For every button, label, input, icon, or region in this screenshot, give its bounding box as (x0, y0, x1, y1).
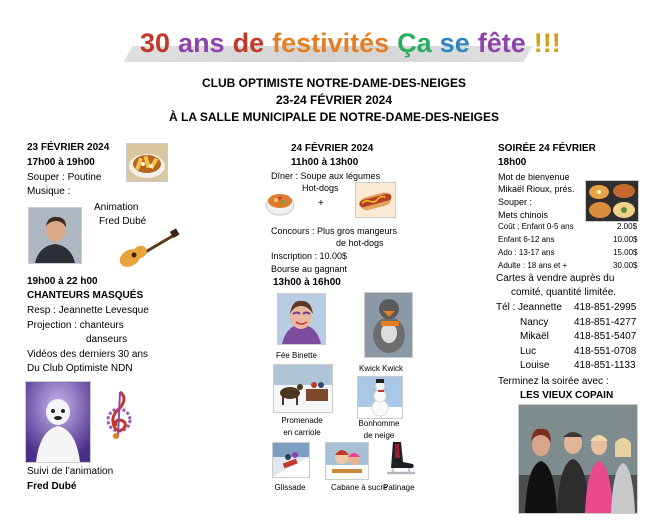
phone-number: 418-551-0708 (574, 345, 637, 357)
phone-number: 418-851-2995 (574, 302, 637, 313)
cost-value: 2.00$ (617, 222, 638, 231)
dinner-line: Dîner : Soupe aux légumes (271, 171, 381, 181)
promenade-label2: en carriole (283, 428, 321, 437)
animator-name: Fred Dubé (99, 216, 147, 227)
title-word: Ça (397, 28, 432, 58)
soup-image (264, 183, 296, 219)
phone-contact-name: Jeannette (518, 302, 562, 313)
cards-line1: Cartes à vendre auprès du (496, 273, 615, 284)
evening-title: SOIRÉE 24 FÉVRIER (498, 143, 596, 154)
follow-line: Suivi de l’animation (27, 466, 114, 477)
fred-dube-photo (28, 207, 82, 264)
sugar-shack-photo (325, 442, 369, 480)
snowman-label1: Bonhomme (358, 419, 400, 428)
treble-clef-icon (102, 388, 136, 440)
evening-supper: Souper : (498, 197, 533, 207)
title-word: se (439, 28, 470, 58)
inscription-line: Inscription : 10.00$ (271, 251, 348, 261)
patinage-label: Patinage (383, 483, 415, 492)
videos-line: Vidéos des derniers 30 ans (27, 349, 149, 360)
menu-line: Mets chinois (498, 210, 549, 220)
day1-time1: 17h00 à 19h00 (27, 157, 95, 168)
fee-binette-label: Fée Binette (276, 351, 317, 360)
kwick-kwick-label: Kwick Kwick (359, 364, 404, 373)
masked-singer-image (25, 381, 91, 463)
cabane-label: Cabane à sucre (331, 483, 388, 492)
fee-binette-photo (277, 293, 326, 345)
band-photo (518, 404, 638, 514)
snowman-photo (357, 376, 403, 419)
phone-contact-name: Mikaël (520, 331, 549, 342)
glissade-label: Glissade (274, 483, 306, 492)
phone-number: 418-851-1133 (574, 360, 636, 371)
resp-line: Resp : Jeannette Levesque (27, 305, 149, 316)
poutine-image (126, 143, 168, 182)
child-value: 10.00$ (613, 235, 638, 244)
teen-line: Ado : 13-17 ans (498, 248, 555, 257)
page-title (140, 28, 569, 59)
plus-sign: + (318, 198, 324, 209)
animation-label: Animation (94, 202, 139, 213)
phone-number: 418-851-5407 (574, 331, 637, 342)
title-word: fête (477, 28, 526, 58)
skate-icon (383, 438, 419, 478)
day1-music: Musique : (27, 186, 71, 197)
header-club: CLUB OPTIMISTE NOTRE-DAME-DES-NEIGES (201, 76, 466, 90)
contest-line1: Concours : Plus gros mangeurs (271, 226, 398, 236)
welcome-line: Mot de bienvenue (498, 172, 570, 182)
hotdog-image (355, 182, 396, 218)
adult-value: 30.00$ (613, 261, 638, 270)
chinese-food-image (585, 180, 639, 222)
cost-line: Coût ; Enfant 0-5 ans (498, 222, 574, 231)
day2-time1: 11h00 à 13h00 (291, 157, 359, 168)
title-word: 30 (140, 28, 171, 58)
contest-line2: de hot-dogs (336, 238, 384, 248)
carriage-ride-photo (273, 364, 333, 413)
evening-time: 18h00 (498, 157, 527, 168)
day1-date: 23 FÉVRIER 2024 (27, 142, 110, 153)
speaker-line: Mikaël Rioux, prés. (498, 184, 575, 194)
day2-time2: 13h00 à 16h00 (273, 277, 341, 288)
child-line: Enfant 6-12 ans (498, 235, 555, 244)
title-word: de (232, 28, 265, 58)
day2-date: 24 FÉVRIER 2024 (291, 143, 374, 154)
title-word: ans (178, 28, 225, 58)
day1-time2: 19h00 à 22 h00 (27, 276, 98, 287)
teen-value: 15.00$ (613, 248, 638, 257)
phone-contact-name: Luc (520, 345, 537, 357)
snowman-label2: de neige (363, 431, 395, 440)
hotdogs-line: Hot-dogs (302, 183, 339, 193)
cards-line2: comité, quantité limitée. (511, 287, 617, 298)
masked-singers-title: CHANTEURS MASQUÉS (27, 290, 144, 301)
day1-supper: Souper : Poutine (27, 172, 102, 183)
adult-line: Adulte : 18 ans et + (498, 261, 568, 270)
kwick-kwick-photo (364, 292, 413, 358)
projection-line: Projection : chanteurs (27, 320, 124, 331)
sledding-photo (272, 442, 310, 478)
phone-contact-name: Louise (520, 360, 550, 371)
header-venue: À LA SALLE MUNICIPALE DE NOTRE-DAME-DES-NEIGES (168, 110, 499, 124)
band-name: LES VIEUX COPAIN (520, 390, 614, 401)
end-line: Terminez la soirée avec : (498, 376, 609, 387)
promenade-label1: Promenade (281, 416, 323, 425)
follow-name: Fred Dubé (27, 481, 77, 492)
guitar-icon (116, 228, 180, 268)
header-dates: 23-24 FÉVRIER 2024 (275, 93, 393, 107)
dancers-line: danseurs (86, 334, 128, 345)
phone-contact-name: Nancy (520, 316, 549, 328)
tel-label: Tél : (496, 302, 516, 313)
purse-line: Bourse au gagnant (271, 264, 348, 274)
phone-number: 418-851-4277 (574, 316, 637, 328)
club-line: Du Club Optimiste NDN (27, 363, 133, 374)
title-word: festivités (272, 28, 390, 58)
title-word: !!! (533, 28, 561, 58)
